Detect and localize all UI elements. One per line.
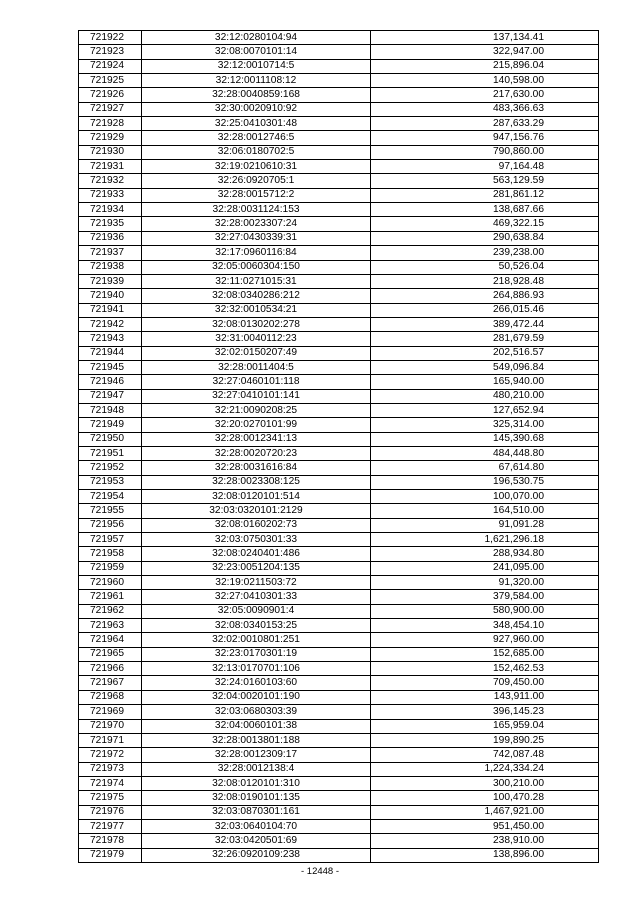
value-cell: 790,860.00 xyxy=(371,145,599,159)
cadastral-number-cell: 32:23:0170301:19 xyxy=(142,647,371,661)
row-number-cell: 721977 xyxy=(79,819,142,833)
cadastral-number-cell: 32:08:0190101:135 xyxy=(142,791,371,805)
value-cell: 288,934.80 xyxy=(371,547,599,561)
row-number-cell: 721968 xyxy=(79,690,142,704)
cadastral-number-cell: 32:20:0270101:99 xyxy=(142,418,371,432)
row-number-cell: 721944 xyxy=(79,346,142,360)
value-cell: 1,621,296.18 xyxy=(371,533,599,547)
row-number-cell: 721937 xyxy=(79,246,142,260)
row-number-cell: 721949 xyxy=(79,418,142,432)
table-row xyxy=(79,604,599,618)
value-cell: 137,134.41 xyxy=(371,31,599,45)
table-row xyxy=(79,662,599,676)
table-row xyxy=(79,346,599,360)
cadastral-number-cell: 32:17:0960116:84 xyxy=(142,246,371,260)
value-cell: 480,210.00 xyxy=(371,389,599,403)
table-row xyxy=(79,102,599,116)
cadastral-number-cell: 32:05:0090901:4 xyxy=(142,604,371,618)
value-cell: 164,510.00 xyxy=(371,504,599,518)
value-cell: 217,630.00 xyxy=(371,88,599,102)
table-row xyxy=(79,561,599,575)
cadastral-number-cell: 32:28:0012341:13 xyxy=(142,432,371,446)
cadastral-number-cell: 32:12:0011108:12 xyxy=(142,74,371,88)
value-cell: 264,886.93 xyxy=(371,289,599,303)
value-cell: 1,224,334.24 xyxy=(371,762,599,776)
row-number-cell: 721950 xyxy=(79,432,142,446)
cadastral-number-cell: 32:28:0040859:168 xyxy=(142,88,371,102)
value-cell: 322,947.00 xyxy=(371,45,599,59)
cadastral-number-cell: 32:28:0012309:17 xyxy=(142,748,371,762)
value-cell: 199,890.25 xyxy=(371,733,599,747)
row-number-cell: 721934 xyxy=(79,203,142,217)
table-row xyxy=(79,533,599,547)
row-number-cell: 721924 xyxy=(79,59,142,73)
row-number-cell: 721932 xyxy=(79,174,142,188)
table-row xyxy=(79,59,599,73)
value-cell: 927,960.00 xyxy=(371,633,599,647)
table-row xyxy=(79,188,599,202)
row-number-cell: 721943 xyxy=(79,332,142,346)
table-row xyxy=(79,403,599,417)
row-number-cell: 721975 xyxy=(79,791,142,805)
cadastral-number-cell: 32:28:0020720:23 xyxy=(142,446,371,460)
value-cell: 100,070.00 xyxy=(371,490,599,504)
row-number-cell: 721948 xyxy=(79,403,142,417)
row-number-cell: 721978 xyxy=(79,834,142,848)
value-cell: 281,679.59 xyxy=(371,332,599,346)
value-cell: 549,096.84 xyxy=(371,360,599,374)
table-row xyxy=(79,504,599,518)
cadastral-number-cell: 32:28:0031616:84 xyxy=(142,461,371,475)
row-number-cell: 721929 xyxy=(79,131,142,145)
value-cell: 951,450.00 xyxy=(371,819,599,833)
value-cell: 287,633.29 xyxy=(371,117,599,131)
cadastral-number-cell: 32:06:0180702:5 xyxy=(142,145,371,159)
row-number-cell: 721952 xyxy=(79,461,142,475)
table-row xyxy=(79,246,599,260)
table-row xyxy=(79,518,599,532)
value-cell: 165,940.00 xyxy=(371,375,599,389)
row-number-cell: 721959 xyxy=(79,561,142,575)
value-cell: 389,472.44 xyxy=(371,317,599,331)
table-row xyxy=(79,131,599,145)
value-cell: 325,314.00 xyxy=(371,418,599,432)
cadastral-number-cell: 32:30:0020910:92 xyxy=(142,102,371,116)
row-number-cell: 721972 xyxy=(79,748,142,762)
table-row xyxy=(79,733,599,747)
row-number-cell: 721963 xyxy=(79,619,142,633)
row-number-cell: 721926 xyxy=(79,88,142,102)
cadastral-number-cell: 32:26:0920109:238 xyxy=(142,848,371,862)
value-cell: 127,652.94 xyxy=(371,403,599,417)
table-row xyxy=(79,231,599,245)
row-number-cell: 721973 xyxy=(79,762,142,776)
value-cell: 152,685.00 xyxy=(371,647,599,661)
table-row xyxy=(79,274,599,288)
cadastral-number-cell: 32:05:0060304:150 xyxy=(142,260,371,274)
table-row xyxy=(79,88,599,102)
row-number-cell: 721923 xyxy=(79,45,142,59)
table-row xyxy=(79,762,599,776)
row-number-cell: 721962 xyxy=(79,604,142,618)
row-number-cell: 721942 xyxy=(79,317,142,331)
value-cell: 50,526.04 xyxy=(371,260,599,274)
table-row xyxy=(79,705,599,719)
cadastral-number-cell: 32:02:0010801:251 xyxy=(142,633,371,647)
table-row xyxy=(79,619,599,633)
row-number-cell: 721927 xyxy=(79,102,142,116)
row-number-cell: 721965 xyxy=(79,647,142,661)
row-number-cell: 721928 xyxy=(79,117,142,131)
row-number-cell: 721964 xyxy=(79,633,142,647)
cadastral-number-cell: 32:04:0060101:38 xyxy=(142,719,371,733)
value-cell: 379,584.00 xyxy=(371,590,599,604)
value-cell: 483,366.63 xyxy=(371,102,599,116)
row-number-cell: 721970 xyxy=(79,719,142,733)
row-number-cell: 721971 xyxy=(79,733,142,747)
table-row xyxy=(79,117,599,131)
table-row xyxy=(79,647,599,661)
table-row xyxy=(79,145,599,159)
row-number-cell: 721976 xyxy=(79,805,142,819)
cadastral-number-cell: 32:03:0750301:33 xyxy=(142,533,371,547)
row-number-cell: 721951 xyxy=(79,446,142,460)
cadastral-number-cell: 32:28:0012138:4 xyxy=(142,762,371,776)
table-row xyxy=(79,260,599,274)
row-number-cell: 721956 xyxy=(79,518,142,532)
value-cell: 196,530.75 xyxy=(371,475,599,489)
row-number-cell: 721974 xyxy=(79,776,142,790)
table-row xyxy=(79,432,599,446)
row-number-cell: 721939 xyxy=(79,274,142,288)
row-number-cell: 721967 xyxy=(79,676,142,690)
row-number-cell: 721969 xyxy=(79,705,142,719)
cadastral-number-cell: 32:08:0160202:73 xyxy=(142,518,371,532)
table-row xyxy=(79,289,599,303)
row-number-cell: 721922 xyxy=(79,31,142,45)
cadastral-number-cell: 32:28:0012746:5 xyxy=(142,131,371,145)
row-number-cell: 721955 xyxy=(79,504,142,518)
cadastral-number-cell: 32:19:0210610:31 xyxy=(142,160,371,174)
value-cell: 281,861.12 xyxy=(371,188,599,202)
table-row xyxy=(79,160,599,174)
cadastral-number-cell: 32:03:0640104:70 xyxy=(142,819,371,833)
cadastral-number-cell: 32:27:0410101:141 xyxy=(142,389,371,403)
cadastral-number-cell: 32:28:0011404:5 xyxy=(142,360,371,374)
value-cell: 239,238.00 xyxy=(371,246,599,260)
cadastral-number-cell: 32:08:0130202:278 xyxy=(142,317,371,331)
table-row xyxy=(79,332,599,346)
value-cell: 241,095.00 xyxy=(371,561,599,575)
value-cell: 140,598.00 xyxy=(371,74,599,88)
table-row xyxy=(79,633,599,647)
value-cell: 348,454.10 xyxy=(371,619,599,633)
value-cell: 91,091.28 xyxy=(371,518,599,532)
value-cell: 143,911.00 xyxy=(371,690,599,704)
table-row xyxy=(79,748,599,762)
value-cell: 396,145.23 xyxy=(371,705,599,719)
cadastral-number-cell: 32:28:0013801:188 xyxy=(142,733,371,747)
row-number-cell: 721947 xyxy=(79,389,142,403)
value-cell: 138,896.00 xyxy=(371,848,599,862)
table-row xyxy=(79,418,599,432)
row-number-cell: 721979 xyxy=(79,848,142,862)
row-number-cell: 721966 xyxy=(79,662,142,676)
table-row xyxy=(79,547,599,561)
value-cell: 947,156.76 xyxy=(371,131,599,145)
row-number-cell: 721931 xyxy=(79,160,142,174)
row-number-cell: 721945 xyxy=(79,360,142,374)
row-number-cell: 721946 xyxy=(79,375,142,389)
value-cell: 266,015.46 xyxy=(371,303,599,317)
value-cell: 563,129.59 xyxy=(371,174,599,188)
cadastral-number-cell: 32:08:0340286:212 xyxy=(142,289,371,303)
cadastral-number-cell: 32:26:0920705:1 xyxy=(142,174,371,188)
value-cell: 97,164.48 xyxy=(371,160,599,174)
cadastral-number-cell: 32:03:0870301:161 xyxy=(142,805,371,819)
cadastral-number-cell: 32:27:0460101:118 xyxy=(142,375,371,389)
cadastral-number-cell: 32:08:0070101:14 xyxy=(142,45,371,59)
cadastral-number-cell: 32:12:0010714:5 xyxy=(142,59,371,73)
cadastral-number-cell: 32:25:0410301:48 xyxy=(142,117,371,131)
cadastral-number-cell: 32:03:0420501:69 xyxy=(142,834,371,848)
cadastral-number-cell: 32:28:0015712:2 xyxy=(142,188,371,202)
table-row xyxy=(79,446,599,460)
value-cell: 165,959.04 xyxy=(371,719,599,733)
page-number: - 12448 - xyxy=(300,866,340,877)
value-cell: 484,448.80 xyxy=(371,446,599,460)
cadastral-number-cell: 32:27:0410301:33 xyxy=(142,590,371,604)
value-cell: 138,687.66 xyxy=(371,203,599,217)
value-cell: 238,910.00 xyxy=(371,834,599,848)
row-number-cell: 721933 xyxy=(79,188,142,202)
cadastral-number-cell: 32:08:0340153:25 xyxy=(142,619,371,633)
table-row xyxy=(79,303,599,317)
cadastral-number-cell: 32:24:0160103:60 xyxy=(142,676,371,690)
table-row xyxy=(79,719,599,733)
table-row xyxy=(79,848,599,862)
cadastral-number-cell: 32:08:0240401:486 xyxy=(142,547,371,561)
value-cell: 145,390.68 xyxy=(371,432,599,446)
table-row xyxy=(79,389,599,403)
value-cell: 300,210.00 xyxy=(371,776,599,790)
value-cell: 202,516.57 xyxy=(371,346,599,360)
cadastral-number-cell: 32:27:0430339:31 xyxy=(142,231,371,245)
row-number-cell: 721953 xyxy=(79,475,142,489)
cadastral-number-cell: 32:32:0010534:21 xyxy=(142,303,371,317)
row-number-cell: 721961 xyxy=(79,590,142,604)
cadastral-number-cell: 32:28:0031124:153 xyxy=(142,203,371,217)
row-number-cell: 721925 xyxy=(79,74,142,88)
value-cell: 709,450.00 xyxy=(371,676,599,690)
table-row xyxy=(79,317,599,331)
cadastral-number-cell: 32:19:0211503:72 xyxy=(142,576,371,590)
value-cell: 152,462.53 xyxy=(371,662,599,676)
cadastral-number-cell: 32:23:0051204:135 xyxy=(142,561,371,575)
cadastral-number-cell: 32:02:0150207:49 xyxy=(142,346,371,360)
table-row xyxy=(79,31,599,45)
table-row xyxy=(79,805,599,819)
cadastral-number-cell: 32:13:0170701:106 xyxy=(142,662,371,676)
cadastral-number-cell: 32:21:0090208:25 xyxy=(142,403,371,417)
table-row xyxy=(79,690,599,704)
table-row xyxy=(79,74,599,88)
value-cell: 100,470.28 xyxy=(371,791,599,805)
cadastral-number-cell: 32:03:0320101:2129 xyxy=(142,504,371,518)
row-number-cell: 721940 xyxy=(79,289,142,303)
cadastral-number-cell: 32:03:0680303:39 xyxy=(142,705,371,719)
row-number-cell: 721936 xyxy=(79,231,142,245)
value-cell: 1,467,921.00 xyxy=(371,805,599,819)
value-cell: 742,087.48 xyxy=(371,748,599,762)
table-row xyxy=(79,776,599,790)
value-cell: 215,896.04 xyxy=(371,59,599,73)
table-row xyxy=(79,45,599,59)
table-row xyxy=(79,676,599,690)
value-cell: 91,320.00 xyxy=(371,576,599,590)
cadastral-value-table xyxy=(78,30,599,863)
cadastral-number-cell: 32:11:0271015:31 xyxy=(142,274,371,288)
value-cell: 67,614.80 xyxy=(371,461,599,475)
table-body xyxy=(79,31,599,863)
cadastral-number-cell: 32:12:0280104:94 xyxy=(142,31,371,45)
cadastral-number-cell: 32:31:0040112:23 xyxy=(142,332,371,346)
table-row xyxy=(79,819,599,833)
cadastral-number-cell: 32:28:0023308:125 xyxy=(142,475,371,489)
table-row xyxy=(79,834,599,848)
row-number-cell: 721941 xyxy=(79,303,142,317)
row-number-cell: 721960 xyxy=(79,576,142,590)
cadastral-number-cell: 32:04:0020101:190 xyxy=(142,690,371,704)
row-number-cell: 721930 xyxy=(79,145,142,159)
table-row xyxy=(79,217,599,231)
table-row xyxy=(79,461,599,475)
table-row xyxy=(79,791,599,805)
table-row xyxy=(79,203,599,217)
value-cell: 469,322.15 xyxy=(371,217,599,231)
value-cell: 218,928.48 xyxy=(371,274,599,288)
value-cell: 580,900.00 xyxy=(371,604,599,618)
cadastral-number-cell: 32:08:0120101:514 xyxy=(142,490,371,504)
row-number-cell: 721938 xyxy=(79,260,142,274)
table-row xyxy=(79,490,599,504)
row-number-cell: 721954 xyxy=(79,490,142,504)
table-row xyxy=(79,174,599,188)
table-row xyxy=(79,360,599,374)
value-cell: 290,638.84 xyxy=(371,231,599,245)
row-number-cell: 721957 xyxy=(79,533,142,547)
table-row xyxy=(79,475,599,489)
row-number-cell: 721935 xyxy=(79,217,142,231)
table-row xyxy=(79,576,599,590)
cadastral-number-cell: 32:28:0023307:24 xyxy=(142,217,371,231)
table-row xyxy=(79,590,599,604)
row-number-cell: 721958 xyxy=(79,547,142,561)
cadastral-number-cell: 32:08:0120101:310 xyxy=(142,776,371,790)
table-row xyxy=(79,375,599,389)
